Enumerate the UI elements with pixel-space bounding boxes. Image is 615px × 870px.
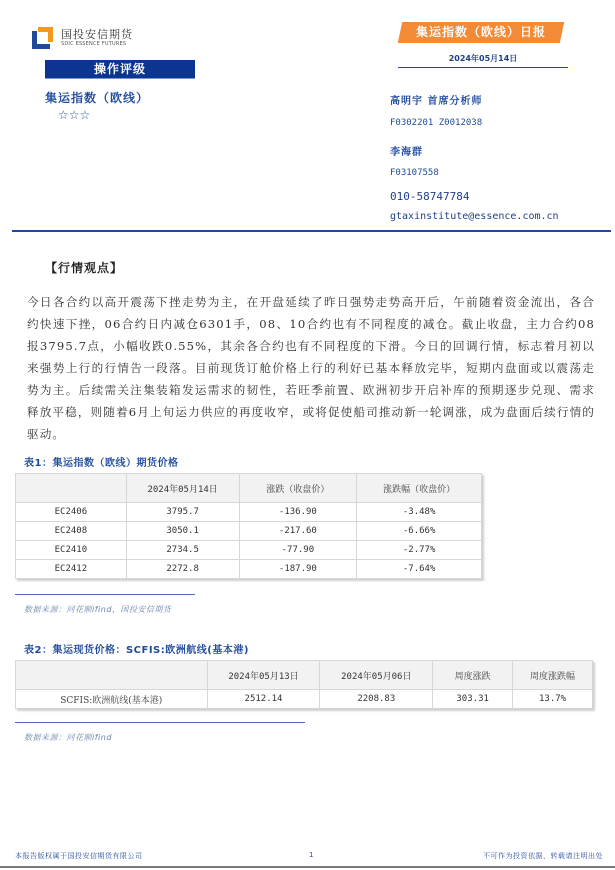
- footer-divider: [0, 866, 615, 868]
- analyst-2-name: 李海群: [390, 147, 423, 158]
- table1-caption: 表1：集运指数（欧线）期货价格: [24, 458, 179, 469]
- table-row: [16, 503, 482, 522]
- disclaimer: 不可作为投资依据，转载请注明出处: [483, 852, 603, 860]
- page-number: 1: [309, 851, 314, 859]
- table-row: [16, 541, 482, 560]
- analyst-1-name: 高明宇 首席分析师: [390, 96, 483, 107]
- table-header-cell: [16, 661, 208, 690]
- change-pct-cell: -2.77%: [357, 541, 482, 560]
- table-header-cell: 周度涨跌幅: [513, 661, 593, 690]
- change-pct-cell: -3.48%: [357, 503, 482, 522]
- change-cell: 303.31: [433, 690, 513, 709]
- table-header-cell: [16, 474, 127, 503]
- contact-phone: 010-58747784: [390, 190, 470, 203]
- logo-mark-icon: [32, 27, 54, 49]
- table-header-cell: 涨跌幅（收盘价）: [357, 474, 482, 503]
- logo-name-en: SDIC ESSENCE FUTURES: [61, 41, 127, 47]
- change-pct-cell: 13.7%: [513, 690, 593, 709]
- contract-cell: EC2412: [16, 560, 127, 579]
- report-date: 2024年05月14日: [448, 54, 518, 63]
- company-logo: [32, 27, 133, 49]
- table2-caption: 表2：集运现货价格：SCFIS:欧洲航线(基本港): [24, 645, 249, 656]
- contact-email[interactable]: gtaxinstitute@essence.com.cn: [390, 211, 559, 222]
- contract-cell: EC2408: [16, 522, 127, 541]
- table1-source: 数据来源：同花顺ifind，国投安信期货: [24, 605, 172, 614]
- date-divider: [398, 67, 568, 68]
- table-row: [16, 522, 482, 541]
- price-cell: 2208.83: [320, 690, 433, 709]
- table-header-row: [16, 474, 482, 503]
- table-row: [16, 690, 593, 709]
- contract-cell: EC2406: [16, 503, 127, 522]
- change-cell: -217.60: [239, 522, 357, 541]
- price-cell: 2272.8: [126, 560, 239, 579]
- copyright-notice: 本报告版权属于国投安信期货有限公司: [15, 852, 143, 860]
- price-cell: 2734.5: [126, 541, 239, 560]
- table-header-cell: 2024年05月06日: [320, 661, 433, 690]
- change-cell: -77.90: [239, 541, 357, 560]
- market-commentary: 今日各合约以高开震荡下挫走势为主，在开盘延续了昨日强势走势高开后，午前随着资金流出，各合约快速下挫，06合约日内减仓6301手，08、10合约也有不同程度的减仓。截止收盘，主力合约08报3795.7点，小幅收跌0.55%，其余各合约也有不同程度的下滑。今日的回调行情，标志着月初以来强势上行的行情告一段落。目前现货订舱价格上行的利好已基本释放完毕，短期内盘面或以震荡走势为主。后续需关注集装箱发运需求的韧性，若旺季前置、欧洲初步开启补库的预期逐步兑现、需求释放平稳，则随着6月上旬运力供应的再度收窄，或将促使船司推动新一轮调涨，成为盘面后续行情的驱动。: [27, 295, 595, 441]
- price-cell: 3050.1: [126, 522, 239, 541]
- route-cell: SCFIS:欧洲航线(基本港): [16, 690, 208, 709]
- change-pct-cell: -6.66%: [357, 522, 482, 541]
- report-title: 集运指数（欧线）日报: [415, 25, 546, 39]
- table-header-cell: 2024年05月13日: [207, 661, 320, 690]
- table2-bottom-rule: [15, 722, 305, 723]
- change-pct-cell: -7.64%: [357, 560, 482, 579]
- section-title: 【行情观点】: [45, 261, 124, 275]
- table-header-cell: 周度涨跌: [433, 661, 513, 690]
- rating-stars-icon: ☆☆☆: [58, 108, 91, 122]
- analyst-2-code: F03107558: [390, 168, 439, 178]
- change-cell: -187.90: [239, 560, 357, 579]
- table1-bottom-rule: [15, 594, 195, 595]
- logo-name-cn: 国投安信期货: [61, 28, 133, 41]
- contract-cell: EC2410: [16, 541, 127, 560]
- spot-price-table: [15, 660, 593, 709]
- table2-source: 数据来源：同花顺ifind: [24, 733, 112, 742]
- rating-bar: 操作评级: [45, 60, 195, 79]
- rating-product: 集运指数（欧线）: [45, 91, 150, 105]
- table-row: [16, 560, 482, 579]
- table-header-cell: 2024年05月14日: [126, 474, 239, 503]
- table-header-cell: 涨跌（收盘价）: [239, 474, 357, 503]
- analyst-1-code: F0302201 Z0012038: [390, 118, 483, 128]
- table-header-row: [16, 661, 593, 690]
- change-cell: -136.90: [239, 503, 357, 522]
- header-divider: [12, 230, 611, 232]
- futures-price-table: [15, 473, 482, 579]
- price-cell: 2512.14: [207, 690, 320, 709]
- price-cell: 3795.7: [126, 503, 239, 522]
